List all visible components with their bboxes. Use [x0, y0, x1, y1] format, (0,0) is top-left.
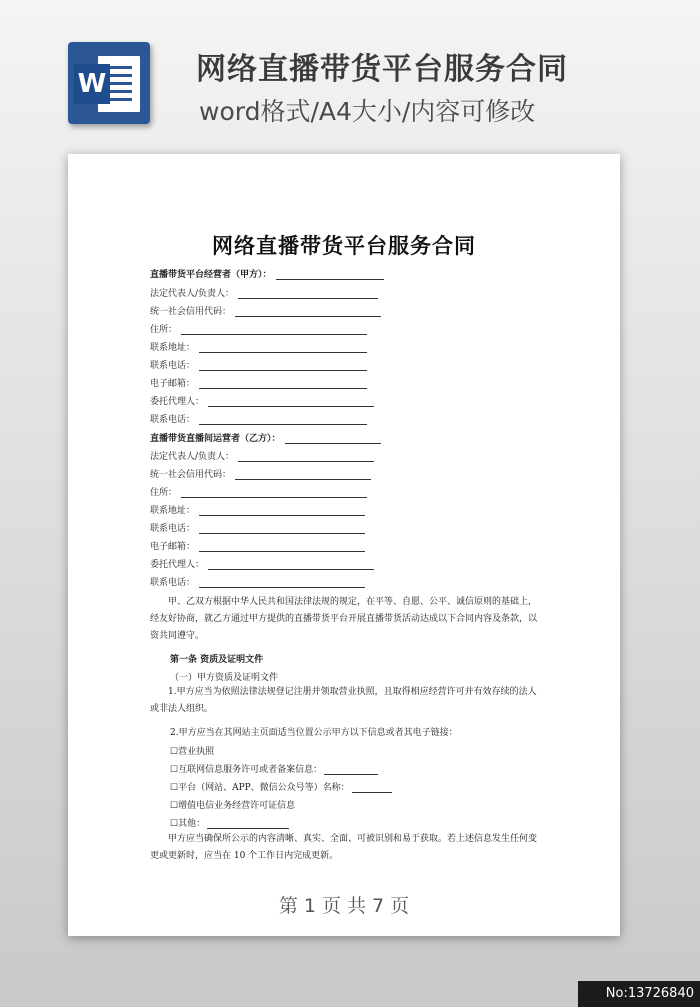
checkbox-item: ☐营业执照	[170, 747, 215, 757]
section-1-title: （一）甲方资质及证明文件	[170, 673, 279, 683]
closing-paragraph: 甲方应当确保所公示的内容清晰、真实、全面、可被识别和易于获取。若上述信息发生任何变更或更新时，应当在 10 个工作日内完成更新。	[150, 834, 538, 861]
document-title: 网络直播带货平台服务合同	[212, 233, 476, 258]
party-a-heading: 直播带货平台经营者（甲方）：	[150, 267, 384, 281]
page-number: 第 1 页 共 7 页	[278, 895, 410, 917]
intro-paragraph: 甲、乙双方根据中华人民共和国法律法规的规定，在平等、自愿、公平、诚信原则的基础上，经友好协商，就乙方通过甲方提供的直播带货平台开展直播带货活动达成以下合同内容及条款，以资共同遵守。	[150, 597, 538, 641]
checkbox-item: ☐平台（网站、APP、微信公众号等）名称：	[170, 780, 392, 793]
party-b-field: 电子邮箱：	[150, 539, 365, 553]
party-b-field: 统一社会信用代码：	[150, 467, 371, 481]
party-b-field: 住所：	[150, 485, 367, 499]
party-a-field: 委托代理人：	[150, 394, 374, 408]
party-b-field: 联系电话：	[150, 521, 365, 535]
party-a-field: 电子邮箱：	[150, 376, 367, 390]
document-page	[68, 154, 620, 936]
item-2: 2.甲方应当在其网站主页面适当位置公示甲方以下信息或者其电子链接：	[170, 728, 458, 738]
checkbox-item: ☐其他：	[170, 816, 289, 829]
word-logo-letter: W	[74, 64, 110, 104]
word-logo	[68, 42, 150, 124]
party-b-field: 委托代理人：	[150, 557, 374, 571]
party-b-field: 法定代表人/负责人：	[150, 449, 374, 463]
party-b-field: 联系电话：	[150, 575, 365, 589]
image-number: No:13726840	[578, 981, 700, 1007]
checkbox-item: ☐互联网信息服务许可或者备案信息：	[170, 762, 378, 775]
page-title: 网络直播带货平台服务合同	[196, 52, 568, 87]
article-1-title: 第一条 资质及证明文件	[170, 655, 264, 665]
item-1: 1.甲方应当为依照法律法规登记注册并领取营业执照，且取得相应经营许可并有效存续的法人或非法人组织。	[150, 687, 537, 714]
party-a-field: 联系电话：	[150, 358, 367, 372]
party-a-field: 法定代表人/负责人：	[150, 286, 378, 300]
party-b-heading: 直播带货直播间运营者（乙方）：	[150, 431, 381, 445]
page-subtitle: word格式/A4大小/内容可修改	[199, 97, 536, 126]
checkbox-item: ☐增值电信业务经营许可证信息	[170, 801, 296, 811]
party-a-field: 统一社会信用代码：	[150, 304, 381, 318]
party-a-field: 联系地址：	[150, 340, 367, 354]
party-b-field: 联系地址：	[150, 503, 365, 517]
party-a-field: 联系电话：	[150, 412, 367, 426]
party-a-field: 住所：	[150, 322, 367, 336]
